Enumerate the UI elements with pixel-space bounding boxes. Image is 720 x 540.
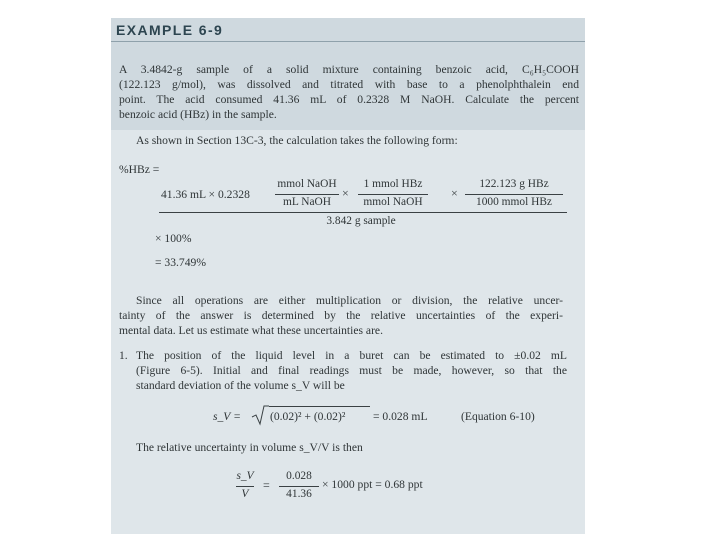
item1-line-3: standard deviation of the volume s_V will be bbox=[136, 379, 345, 392]
problem-line-1: A 3.4842-g sample of a solid mixture containing benzoic acid, C₆H₅COOH bbox=[119, 63, 579, 76]
equation-reference: (Equation 6-10) bbox=[461, 410, 535, 423]
percent-hbz-label: %HBz = bbox=[119, 163, 160, 176]
problem-line-4: benzoic acid (HBz) in the sample. bbox=[119, 108, 277, 121]
title-rule bbox=[111, 41, 585, 42]
square-root-sign bbox=[251, 404, 269, 426]
frac2-denominator: mmol NaOH bbox=[363, 196, 423, 208]
frac3-denominator: 1000 mmol HBz bbox=[476, 196, 552, 208]
frac1-numerator: mmol NaOH bbox=[277, 178, 337, 190]
frac2-numerator: 1 mmol HBz bbox=[363, 178, 423, 190]
frac1-denominator: mL NaOH bbox=[283, 196, 331, 208]
item-number: 1. bbox=[119, 349, 128, 362]
discussion-line-3: mental data. Let us estimate what these uncertainties are. bbox=[119, 324, 383, 337]
frac2-bar bbox=[358, 194, 428, 195]
item1-line-2: (Figure 6-5). Initial and final readings must be made, however, so that the bbox=[136, 364, 567, 377]
frac3-bar bbox=[465, 194, 563, 195]
problem-line-3: point. The acid consumed 41.36 mL of 0.2328 M NaOH. Calculate the percent bbox=[119, 93, 579, 106]
item1-line-1: The position of the liquid level in a buret can be estimated to ±0.02 mL bbox=[136, 349, 567, 362]
equation-lhs: s_V = bbox=[213, 410, 241, 423]
solution-intro: As shown in Section 13C-3, the calculation takes the following form: bbox=[136, 134, 458, 147]
times-sign-2: × bbox=[451, 186, 458, 200]
rel-frac-numerator: s_V bbox=[236, 470, 254, 482]
radical-bar bbox=[269, 406, 370, 407]
main-fraction-bar bbox=[159, 212, 567, 213]
radicand: (0.02)² + (0.02)² bbox=[270, 410, 346, 423]
rel-frac-bar bbox=[236, 486, 254, 487]
frac1-bar bbox=[275, 194, 339, 195]
rel-value-denominator: 41.36 bbox=[286, 488, 312, 500]
times-sign-1: × bbox=[342, 186, 349, 200]
result-value: = 33.749% bbox=[155, 256, 206, 269]
example-title: EXAMPLE 6-9 bbox=[116, 22, 224, 38]
rel-frac-denominator: V bbox=[241, 488, 249, 500]
frac3-numerator: 122.123 g HBz bbox=[479, 178, 549, 190]
rel-value-bar bbox=[279, 486, 319, 487]
textbook-page bbox=[111, 18, 585, 534]
equation-rhs: = 0.028 mL bbox=[373, 410, 428, 423]
rel-value-numerator: 0.028 bbox=[286, 470, 312, 482]
discussion-line-2: tainty of the answer is determined by the relative uncertainties of the experi- bbox=[119, 309, 563, 322]
rel-equals-sign: = bbox=[263, 478, 270, 492]
rel-result: × 1000 ppt = 0.68 ppt bbox=[322, 478, 423, 491]
problem-line-2: (122.123 g/mol), was dissolved and titrated with base to a phenolphthalein end bbox=[119, 78, 579, 91]
relative-uncertainty-intro: The relative uncertainty in volume s_V/V is then bbox=[136, 441, 363, 454]
discussion-line-1: Since all operations are either multiplication or division, the relative uncer- bbox=[136, 294, 563, 307]
numerator-lead: 41.36 mL × 0.2328 bbox=[161, 188, 250, 201]
denominator-sample-mass: 3.842 g sample bbox=[326, 215, 396, 227]
times-100-percent: × 100% bbox=[155, 232, 192, 245]
